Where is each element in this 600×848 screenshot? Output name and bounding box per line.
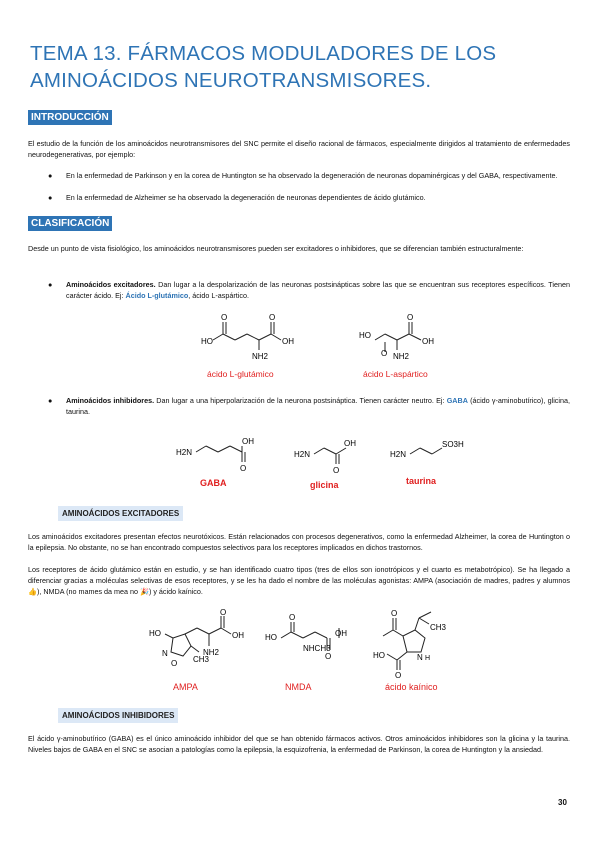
structures-row-agonistas xyxy=(135,608,475,696)
inhibidores-lead: Aminoácidos inhibidores. xyxy=(66,396,155,405)
section-heading-clasificacion: CLASIFICACIÓN xyxy=(28,216,112,231)
kainico-label: ácido kaínico xyxy=(385,682,438,692)
glu-oh: OH xyxy=(282,337,294,346)
excitadores-bullet xyxy=(66,279,570,301)
gaba-o: O xyxy=(240,464,247,473)
bullet-dot: ● xyxy=(48,396,53,405)
ampa-structure xyxy=(165,616,231,656)
nmda-label: NMDA xyxy=(285,682,312,692)
excitadores-example-rest: , ácido L-aspártico. xyxy=(188,291,249,301)
glicina-h2n: H2N xyxy=(294,450,311,459)
page-number: 30 xyxy=(558,798,567,807)
glicina-label: glicina xyxy=(310,480,339,490)
ampa-ho: HO xyxy=(149,629,161,638)
kainico-ch3: CH3 xyxy=(430,623,447,632)
intro-paragraph: El estudio de la función de los aminoácidos neurotransmisores del SNC permite el diseño racional de fármacos, especialmente dirigidos al tratamiento de enfermedades neurodegenerativas, por ejemplo: xyxy=(28,139,570,160)
asp-oh: OH xyxy=(422,337,434,346)
glicina-oh: OH xyxy=(344,439,356,448)
ampa-o: O xyxy=(220,608,227,617)
nmda-o1: O xyxy=(289,613,296,622)
glicina-structure xyxy=(314,448,346,464)
excitadores-paragraph-1: Los aminoácidos excitadores presentan efectos neurotóxicos. Están relacionados con procesos degenerativos, como la enfermedad Alzheimer, la corea de Huntington o la epilepsia. No obstante, no se han encontrado compuestos selectivos para los receptores implicados en dichos trastornos. xyxy=(28,532,570,553)
ampa-ch3: CH3 xyxy=(193,655,210,664)
glicina-o: O xyxy=(333,466,340,475)
subsection-heading-excitadores: AMINOÁCIDOS EXCITADORES xyxy=(58,506,183,521)
glu-o1: O xyxy=(221,313,228,322)
taurina-label: taurina xyxy=(406,476,437,486)
excitadores-paragraph-2: Los receptores de ácido glutámico están en estudio, y se han identificado cuatro tipos (tres de ellos son ionotrópicos y el cuarto es metabotrópico). Se ha llegado a diferenciar gracias a moléculas selectivas de esos receptores, y se les ha dado el nombre de las moléculas agonistas: AMPA (asociación de madres, padres y alumnos 👍), NMDA (no mames da mea no 🎉) y ácido kaínico. xyxy=(28,565,570,597)
nmda-oh: OH xyxy=(335,629,347,638)
gaba-h2n: H2N xyxy=(176,448,193,457)
glu-label: ácido L-glutámico xyxy=(207,369,274,379)
inhibidores-text: Dan lugar a una hiperpolarización de la neurona postsináptica. Tienen carácter neutro. Ej: xyxy=(154,396,447,405)
ampa-nh2: NH2 xyxy=(203,648,220,657)
nmda-nhch3: NHCH3 xyxy=(303,644,331,653)
kainico-n: N xyxy=(417,653,423,662)
taurina-so3h: SO3H xyxy=(442,440,464,449)
subsection-heading-inhibidores: AMINOÁCIDOS INHIBIDORES xyxy=(58,708,178,723)
page-title: TEMA 13. FÁRMACOS MODULADORES DE LOS AMINOÁCIDOS NEUROTRANSMISORES. xyxy=(30,42,497,92)
aspartic-acid-structure xyxy=(375,322,421,352)
excitadores-text: Dan lugar a la despolarización de las neuronas postsinápticas sobre las que se encuentran sus receptores específicos. Tienen carácter ácido. Ej: xyxy=(66,280,570,301)
glutamic-acid-structure xyxy=(213,322,281,350)
asp-o1: O xyxy=(381,349,388,358)
asp-label: ácido L-aspártico xyxy=(363,369,428,379)
structures-row-inhibidores xyxy=(170,430,480,495)
asp-nh2: NH2 xyxy=(393,352,410,361)
glu-o2: O xyxy=(269,313,276,322)
intro-bullet-1: En la enfermedad de Parkinson y en la corea de Huntington se ha observado la degeneración de neuronas dopaminérgicas y del GABA, respectivamente. xyxy=(66,171,558,180)
excitadores-lead: Aminoácidos excitadores. xyxy=(66,280,156,289)
ampa-oh: OH xyxy=(232,631,244,640)
taurina-h2n: H2N xyxy=(390,450,407,459)
bullet-dot: ● xyxy=(48,171,53,180)
inhibidores-example-link: GABA xyxy=(446,396,468,405)
glu-nh2: NH2 xyxy=(252,352,269,361)
structures-row-excitadores xyxy=(195,308,495,380)
section-heading-introduccion: INTRODUCCIÓN xyxy=(28,110,112,125)
gaba-structure xyxy=(196,446,245,462)
ampa-o-ring: O xyxy=(171,659,178,668)
ampa-label: AMPA xyxy=(173,682,198,692)
nmda-o2: O xyxy=(325,652,332,661)
glu-ho: HO xyxy=(201,337,213,346)
kainico-o1: O xyxy=(391,609,398,618)
kainico-nh: H xyxy=(425,655,431,662)
excitadores-example-link: Ácido L-glutámico xyxy=(125,291,189,301)
clasificacion-paragraph: Desde un punto de vista fisiológico, los aminoácidos neurotransmisores pueden ser excitadores o inhibidores, que se diferencian también estructuralmente: xyxy=(28,244,524,253)
asp-o2: O xyxy=(407,313,414,322)
kainic-acid-structure xyxy=(383,612,431,670)
kainico-o2: O xyxy=(395,671,402,680)
gaba-oh: OH xyxy=(242,437,254,446)
taurina-structure xyxy=(410,448,442,454)
gaba-label: GABA xyxy=(200,478,227,488)
bullet-dot: ● xyxy=(48,280,53,289)
inhibidores-paragraph: El ácido γ-aminobutírico (GABA) es el único aminoácido inhibidor del que se han obtenido fármacos activos. Otros aminoácidos inhibidores son la glicina y la taurina. Niveles bajos de GABA en el SNC se asocian a patologías como la epilepsia, la esquizofrenia, la enfermedad de Parkinson, la corea de Huntington y la ansiedad. xyxy=(28,734,570,755)
ampa-n: N xyxy=(162,649,168,658)
inhibidores-bullet xyxy=(66,395,570,417)
intro-bullet-2: En la enfermedad de Alzheimer se ha observado la degeneración de neuronas dependientes de ácido glutámico. xyxy=(66,193,426,202)
asp-ho: HO xyxy=(359,331,371,340)
inhibidores-example-rest: (ácido γ-aminobutírico), glicina, taurina. xyxy=(66,396,570,417)
kainico-ho: HO xyxy=(373,651,385,660)
bullet-dot: ● xyxy=(48,193,53,202)
nmda-ho: HO xyxy=(265,633,277,642)
